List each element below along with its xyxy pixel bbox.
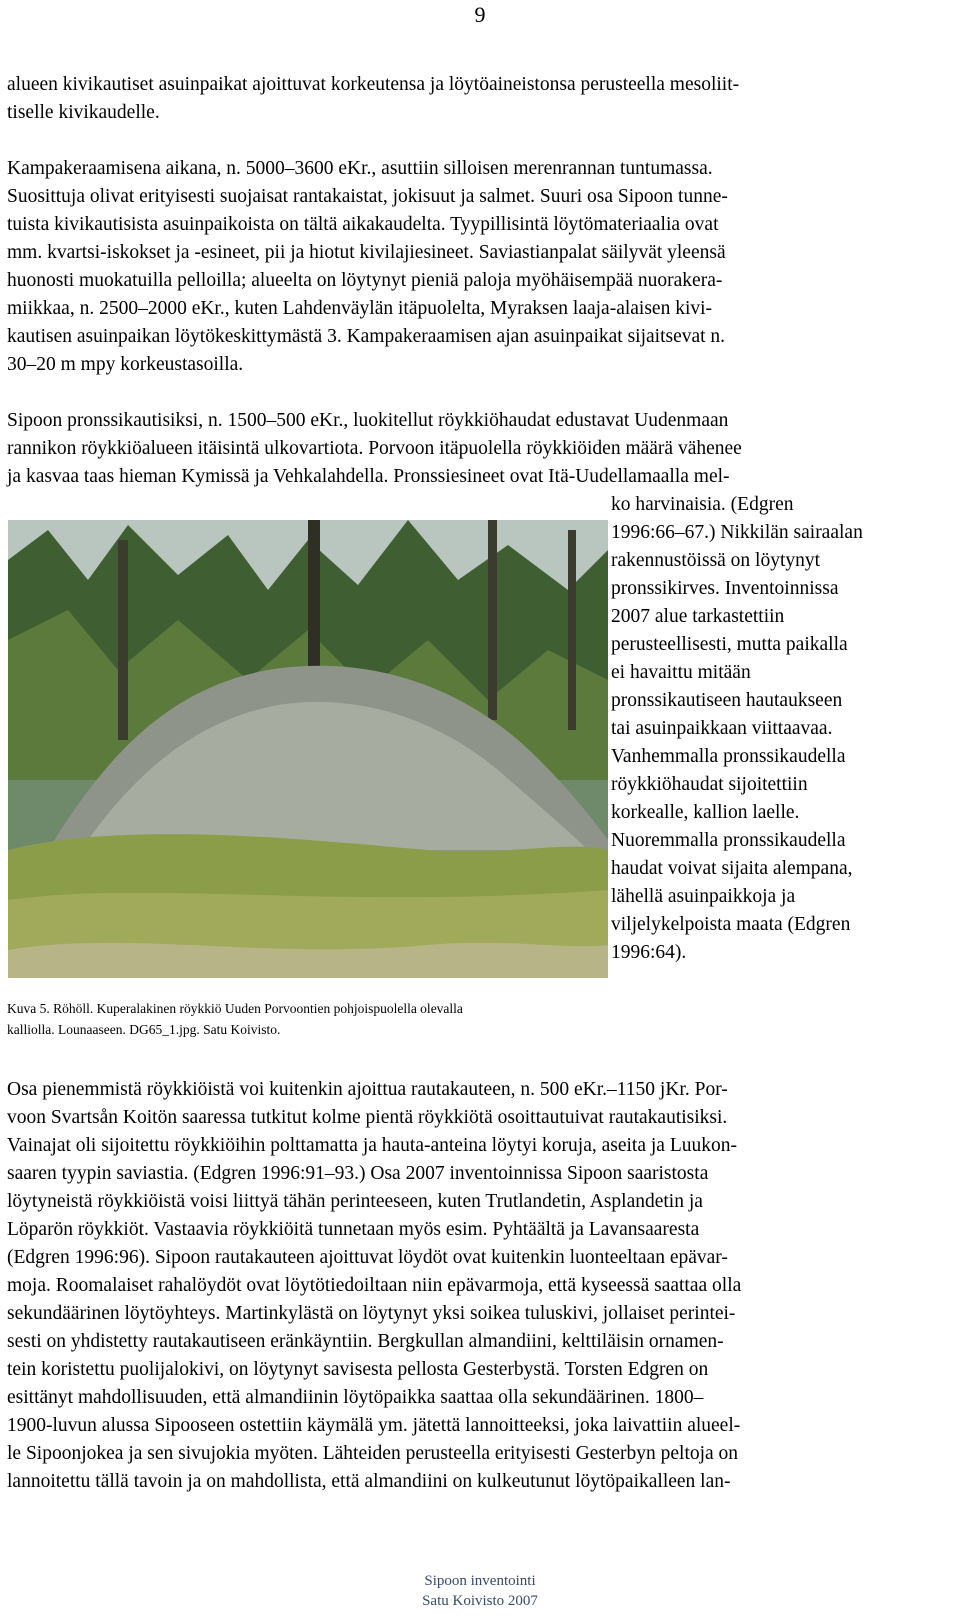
text-line: kautisen asuinpaikan löytökeskittymästä 3. Kampakeraamisen ajan asuinpaikat sijaitsevat n. — [7, 326, 726, 347]
text-line: ja kasvaa taas hieman Kymissä ja Vehkalahdella. Pronssiesineet ovat Itä-Uudellamaalla mel- — [7, 466, 730, 487]
text-line: ko harvinaisia. (Edgren — [611, 494, 794, 515]
text-line: huonosti muokatuilla pelloilla; alueelta on löytynyt pieniä paloja myöhäisempää nuorakera- — [7, 270, 723, 291]
text-line: 2007 alue tarkastettiin — [611, 606, 785, 627]
text-line: 30–20 m mpy korkeustasoilla. — [7, 354, 244, 375]
text-line: voon Svartsån Koitön saaressa tutkitut kolme pientä röykkiötä osoittautuivat rautakautisiksi. — [7, 1107, 728, 1128]
text-line: 1996:66–67.) Nikkilän sairaalan — [611, 522, 863, 543]
caption-line: Kuva 5. Röhöll. Kuperalakinen röykkiö Uuden Porvoontien pohjoispuolella olevalla — [7, 1001, 463, 1016]
text-line: pronssikautiseen hautaukseen — [611, 690, 843, 711]
text-line: Vainajat oli sijoitettu röykkiöihin polttamatta ja hauta-anteina löytyi koruja, aseita ja Luukon- — [7, 1135, 737, 1156]
text-line: sesti on yhdistetty rautakautiseen eränkäyntiin. Bergkullan almandiini, kelttiläisin ornamen- — [7, 1331, 724, 1352]
text-line: Kampakeraamisena aikana, n. 5000–3600 eKr., asuttiin silloisen merenrannan tuntumassa. — [7, 158, 713, 179]
text-line: tiselle kivikaudelle. — [7, 102, 160, 123]
text-line: Suosittuja olivat erityisesti suojaisat rantakaistat, jokisuut ja salmet. Suuri osa Sipoon tunne- — [7, 186, 728, 207]
text-line: röykkiöhaudat sijoitettiin — [611, 774, 808, 795]
text-line: Osa pienemmistä röykkiöistä voi kuitenkin ajoittua rautakauteen, n. 500 eKr.–1150 jKr. Por- — [7, 1079, 728, 1100]
text-line: korkealle, kallion laelle. — [611, 802, 800, 823]
cairn-photo — [8, 520, 608, 978]
footer-author: Satu Koivisto 2007 — [422, 1593, 538, 1609]
text-line: 1900-luvun alussa Sipooseen ostettiin käymälä ym. jätettä lannoitteeksi, joka laivattiin alueel- — [7, 1415, 741, 1436]
text-line: viljelykelpoista maata (Edgren — [611, 914, 851, 935]
text-line: miikkaa, n. 2500–2000 eKr., kuten Lahdenväylän itäpuolelta, Myraksen laaja-alaisen kivi- — [7, 298, 713, 319]
text-line: Sipoon pronssikautisiksi, n. 1500–500 eKr., luokitellut röykkiöhaudat edustavat Uudenmaan — [7, 410, 729, 431]
text-line: lannoitettu tällä tavoin ja on mahdollista, että almandiini on kulkeutunut löytöpaikalleen lan- — [7, 1471, 731, 1492]
text-line: (Edgren 1996:96). Sipoon rautakauteen ajoittuvat löydöt ovat kuitenkin luonteeltaan epävar- — [7, 1247, 728, 1268]
text-line: saaren tyypin saviastia. (Edgren 1996:91–93.) Osa 2007 inventoinnissa Sipoon saaristosta — [7, 1163, 709, 1184]
text-line: pronssikirves. Inventoinnissa — [611, 578, 839, 599]
text-line: Vanhemmalla pronssikaudella — [611, 746, 846, 767]
text-line: sekundäärinen löytöyhteys. Martinkylästä on löytynyt yksi soikea tuluskivi, jollaiset perintei- — [7, 1303, 736, 1324]
text-line: rannikon röykkiöalueen itäisintä ulkovartiota. Porvoon itäpuolella röykkiöiden määrä vähenee — [7, 438, 742, 459]
text-line: tein koristettu puolijalokivi, on löytynyt savisesta pellosta Gesterbystä. Torsten Edgren on — [7, 1359, 709, 1380]
text-line: esittänyt mahdollisuuden, että almandiinin löytöpaikka saattaa olla sekundäärinen. 1800– — [7, 1387, 704, 1408]
text-line: perusteellisesti, mutta paikalla — [611, 634, 848, 655]
text-line: haudat voivat sijaita alempana, — [611, 858, 853, 879]
footer-title: Sipoon inventointi — [424, 1573, 536, 1589]
text-line: löytyneistä röykkiöistä voisi liittyä tähän perinteeseen, kuten Trutlandetin, Asplandetin ja — [7, 1191, 703, 1212]
text-line: le Sipoonjokea ja sen sivujokia myöten. Lähteiden perusteella erityisesti Gesterbyn peltoja on — [7, 1443, 739, 1464]
text-line: lähellä asuinpaikkoja ja — [611, 886, 796, 907]
text-line: 1996:64). — [611, 942, 687, 963]
text-line: tai asuinpaikkaan viittaavaa. — [611, 718, 833, 739]
text-line: Löparön röykkiöt. Vastaavia röykkiöitä tunnetaan myös esim. Pyhtäältä ja Lavansaaresta — [7, 1219, 700, 1240]
text-line: tuista kivikautisista asuinpaikoista on tältä aikakaudelta. Tyypillisintä löytömateriaalia ovat — [7, 214, 719, 235]
text-line: Nuoremmalla pronssikaudella — [611, 830, 846, 851]
text-line: mm. kvartsi-iskokset ja -esineet, pii ja hiotut kivilajiesineet. Saviastianpalat säilyvät yleensä — [7, 242, 726, 263]
caption-line: kalliolla. Lounaaseen. DG65_1.jpg. Satu Koivisto. — [7, 1022, 281, 1037]
text-line: alueen kivikautiset asuinpaikat ajoittuvat korkeutensa ja löytöaineistonsa perusteella mesoliit- — [7, 74, 740, 95]
text-line: ei havaittu mitään — [611, 662, 751, 683]
page-number: 9 — [474, 2, 486, 27]
text-line: moja. Roomalaiset rahalöydöt ovat löytötiedoiltaan niin epävarmoja, että kyseessä saattaa olla — [7, 1275, 742, 1296]
text-line: rakennustöissä on löytynyt — [611, 550, 821, 571]
